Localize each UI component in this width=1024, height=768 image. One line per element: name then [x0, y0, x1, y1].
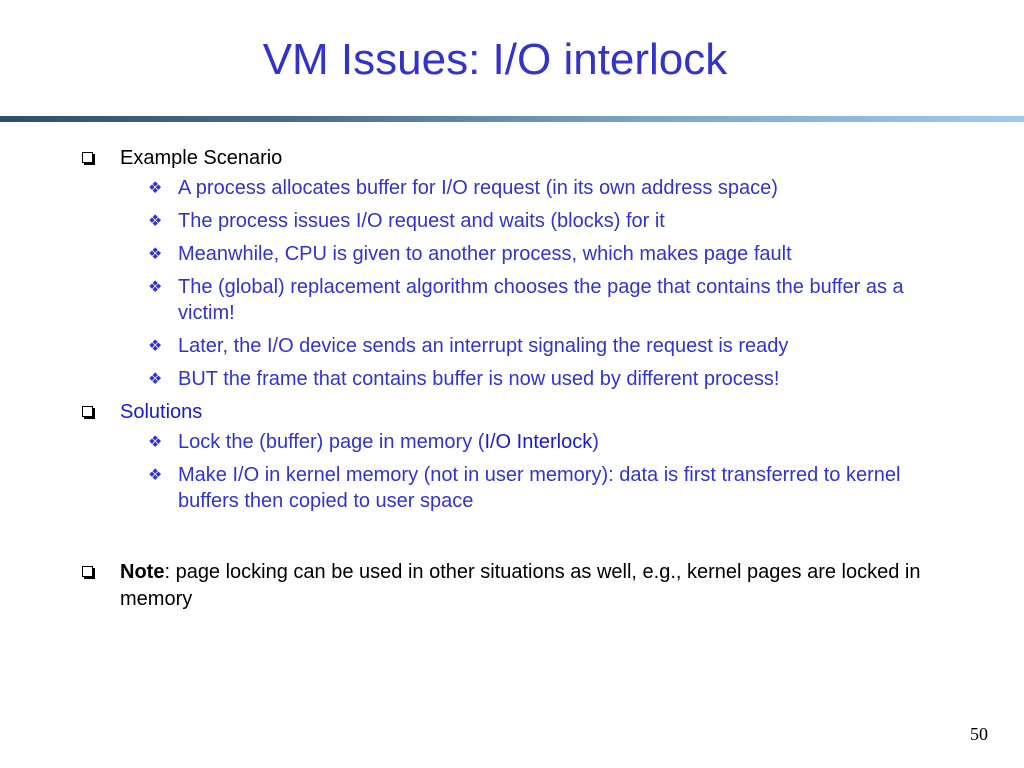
list-item: [82, 333, 952, 359]
list-item-text: The (global) replacement algorithm chooses the page that contains the buffer as a victim!: [178, 276, 904, 324]
list-item: [82, 462, 952, 514]
slide-body: [82, 145, 952, 613]
hollow-square-bullet-icon: [82, 566, 93, 577]
four-diamond-bullet-icon: ❖: [148, 465, 163, 484]
list-item-text-prefix: Lock the (buffer) page in memory (: [178, 431, 485, 453]
note-paragraph: [82, 559, 952, 613]
list-item-text: The process issues I/O request and waits (blocks) for it: [178, 210, 665, 232]
list-item-text: A process allocates buffer for I/O request (in its own address space): [178, 177, 778, 199]
list-item: [82, 429, 952, 455]
list-item-text: Later, the I/O device sends an interrupt signaling the request is ready: [178, 335, 789, 357]
four-diamond-bullet-icon: ❖: [148, 244, 163, 263]
four-diamond-bullet-icon: ❖: [148, 369, 163, 388]
solutions-list: [82, 429, 952, 514]
list-item: [82, 208, 952, 234]
four-diamond-bullet-icon: ❖: [148, 336, 163, 355]
example-scenario-label: Example Scenario: [120, 147, 283, 169]
page-number: 50: [970, 724, 988, 744]
spacer: [82, 521, 952, 559]
solutions-heading: [82, 399, 952, 426]
solutions-label: Solutions: [120, 401, 203, 423]
list-item-text: Meanwhile, CPU is given to another process, which makes page fault: [178, 243, 792, 265]
list-item-text: BUT the frame that contains buffer is now used by different process!: [178, 368, 780, 390]
four-diamond-bullet-icon: ❖: [148, 211, 163, 230]
hollow-square-bullet-icon: [82, 152, 93, 163]
note-label: Note: [120, 561, 165, 583]
title-divider: [0, 116, 1024, 122]
slide-title: VM Issues: I/O interlock: [262, 35, 728, 84]
list-item-text: Make I/O in kernel memory (not in user memory): data is first transferred to kernel buffers then copied to user space: [178, 464, 901, 512]
list-item: [82, 274, 952, 326]
note-text: : page locking can be used in other situations as well, e.g., kernel pages are locked in memory: [120, 561, 921, 610]
list-item: [82, 241, 952, 267]
four-diamond-bullet-icon: ❖: [148, 432, 163, 451]
four-diamond-bullet-icon: ❖: [148, 277, 163, 296]
list-item: [82, 175, 952, 201]
list-item-text-suffix: ): [592, 431, 599, 453]
hollow-square-bullet-icon: [82, 406, 93, 417]
io-interlock-term: I/O Interlock: [484, 431, 593, 453]
list-item: [82, 366, 952, 392]
example-scenario-list: [82, 175, 952, 392]
example-scenario-heading: [82, 145, 952, 172]
four-diamond-bullet-icon: ❖: [148, 178, 163, 197]
